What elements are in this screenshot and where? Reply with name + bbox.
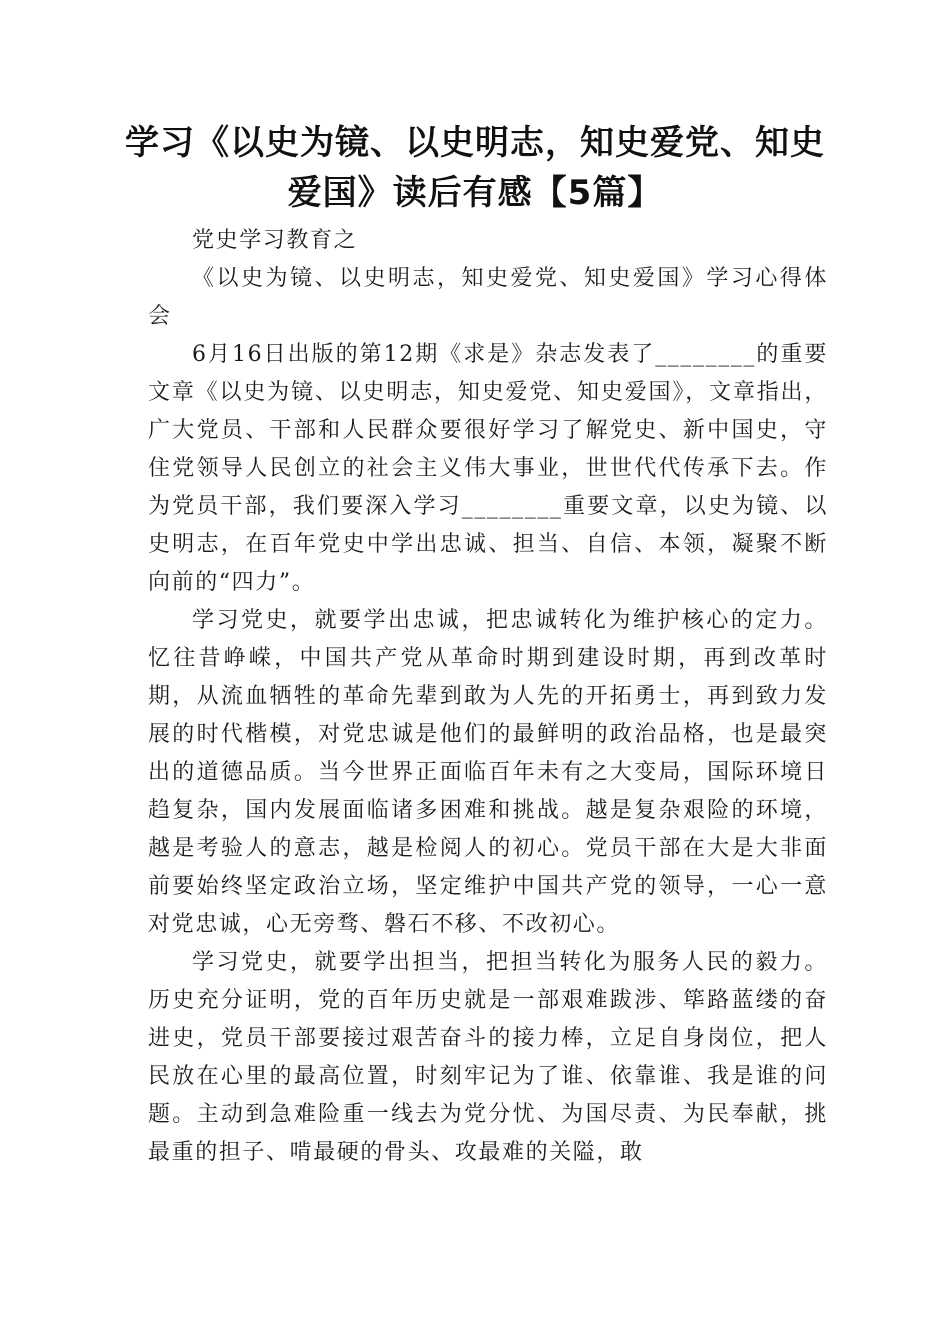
paragraph-loyalty: 学习党史，就要学出忠诚，把忠诚转化为维护核心的定力。忆往昔峥嵘，中国共产党从革命时期到建设时期，再到改革时期，从流血牺牲的革命先辈到敢为人先的开拓勇士，再到致力发展的时代楷模，对党忠诚是他们的最鲜明的政治品格，也是最突出的道德品质。当今世界正面临百年未有之大变局，国际环境日趋复杂，国内发展面临诸多困难和挑战。越是复杂艰险的环境，越是考验人的意志，越是检阅人的初心。党员干部在大是大非面前要始终坚定政治立场，坚定维护中国共产党的领导，一心一意对党忠诚，心无旁骛、磐石不移、不改初心。 [148,608,828,937]
paragraph-intro: 6月16日出版的第12期《求是》杂志发表了________的重要文章《以史为镜、以史明志，知史爱党、知史爱国》，文章指出，广大党员、干部和人民群众要很好学习了解党史、新中国史，守住党领导人民创立的社会主义伟大事业，世世代代传承下去。作为党员干部，我们要深入学习________重要文章，以史为镜、以史明志，在百年党史中学出忠诚、担当、自信、本领，凝聚不断向前的“四力”。 [148,342,828,595]
document-title: 学习《以史为镜、以史明志，知史爱党、知史爱国》读后有感【5篇】 [125,123,825,213]
paragraph-series-label: 党史学习教育之 [192,228,358,253]
paragraph-subtitle: 《以史为镜、以史明志，知史爱党、知史爱国》学习心得体会 [148,266,828,329]
paragraph-responsibility: 学习党史，就要学出担当，把担当转化为服务人民的毅力。历史充分证明，党的百年历史就是一部艰难跋涉、筚路蓝缕的奋进史，党员干部要接过艰苦奋斗的接力棒，立足自身岗位，把人民放在心里的最高位置，时刻牢记为了谁、依靠谁、我是谁的问题。主动到急难险重一线去为党分忧、为国尽责、为民奉献，挑最重的担子、啃最硬的骨头、攻最难的关隘，敢 [148,950,828,1165]
document-body [148,222,828,1172]
